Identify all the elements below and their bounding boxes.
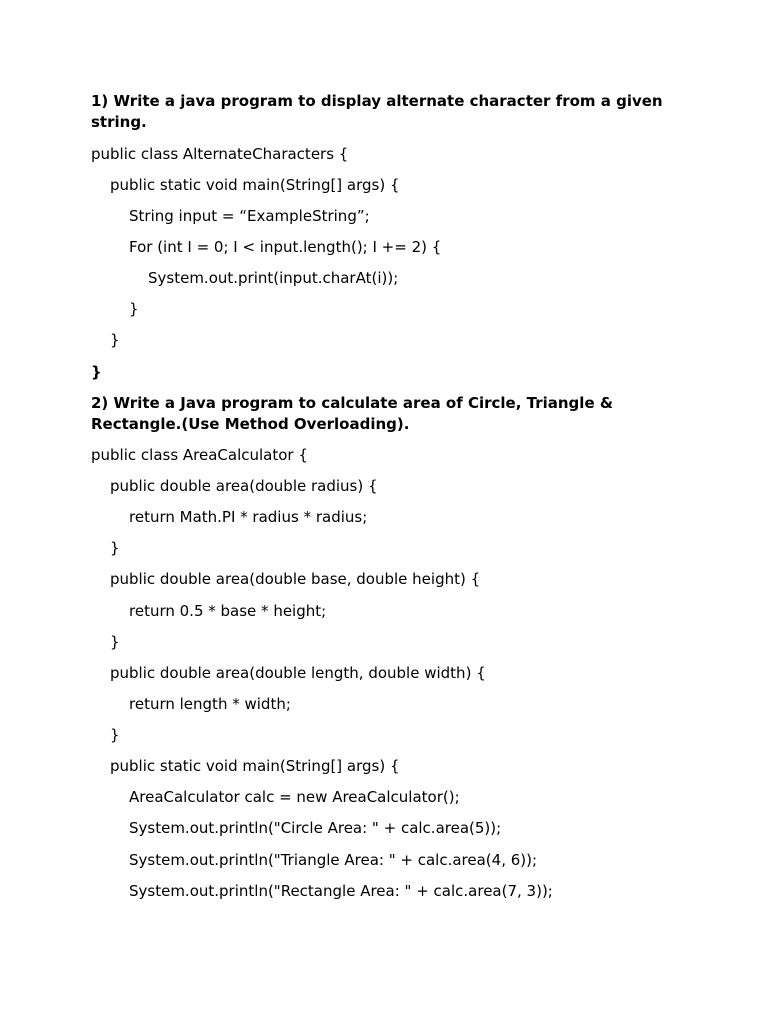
- code-line: public static void main(String[] args) {: [110, 757, 400, 775]
- code-line: }: [110, 726, 120, 744]
- code-line: public double area(double length, double width) {: [110, 664, 486, 682]
- code-line: return length * width;: [129, 695, 291, 713]
- code-line: return 0.5 * base * height;: [129, 602, 327, 620]
- code-line: public static void main(String[] args) {: [110, 176, 400, 194]
- code-line: }: [91, 363, 102, 381]
- code-line: return Math.PI * radius * radius;: [129, 508, 368, 526]
- code-line: }: [110, 633, 120, 651]
- code-line: AreaCalculator calc = new AreaCalculator();: [129, 788, 460, 806]
- code-line: public double area(double base, double height) {: [110, 570, 481, 588]
- code-line: public class AlternateCharacters {: [91, 145, 349, 163]
- code-line: String input = “ExampleString”;: [129, 207, 370, 225]
- code-line: }: [110, 331, 120, 349]
- code-line: System.out.print(input.charAt(i));: [148, 269, 399, 287]
- code-line: System.out.println("Rectangle Area: " + calc.area(7, 3));: [129, 882, 553, 900]
- code-line: For (int I = 0; I < input.length(); I += 2) {: [129, 238, 442, 256]
- code-line: }: [129, 300, 139, 318]
- question-2-title: 2) Write a Java program to calculate area of Circle, Triangle & Rectangle.(Use Method Overloading).: [91, 394, 613, 433]
- code-line: }: [110, 539, 120, 557]
- code-line: public double area(double radius) {: [110, 477, 378, 495]
- question-1-title: 1) Write a java program to display alternate character from a given string.: [91, 92, 663, 131]
- code-line: public class AreaCalculator {: [91, 446, 308, 464]
- code-line: System.out.println("Circle Area: " + calc.area(5));: [129, 819, 502, 837]
- code-line: System.out.println("Triangle Area: " + calc.area(4, 6));: [129, 851, 538, 869]
